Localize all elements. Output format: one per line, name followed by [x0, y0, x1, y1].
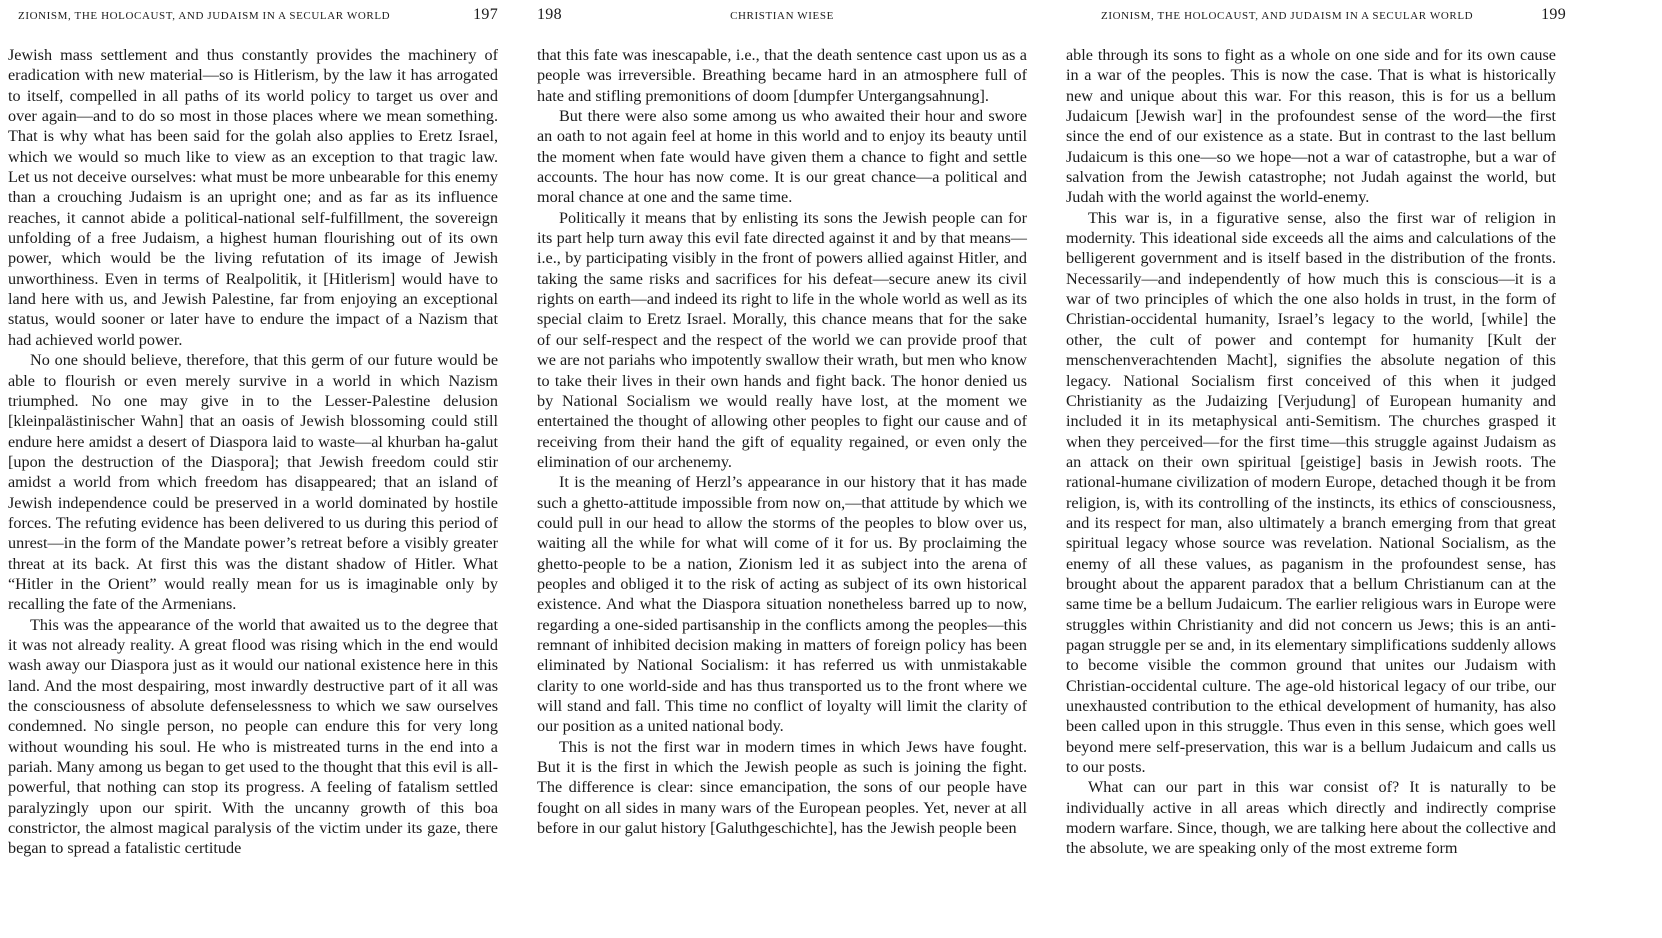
paragraph: This was the appearance of the world that awaited us to the degree that it was not already reality. A great flood was rising which in the end would wash away our Diaspora just as it would our national existence here in this land. And the most despairing, most inwardly destructive part of it all was the consciousness of absolute defenselessness to which we saw ourselves condemned. No single person, no people can endure this for very long without wounding his soul. He who is mistreated turns in the end into a pariah. Many among us began to get used to the thought that this evil is all-powerful, that nothing can stop its progress. A feeling of fatalism settled paralyzingly upon our spirit. With the uncanny growth of this boa constrictor, the almost magical paralysis of the victim under its gaze, there began to spread a fatalistic certitude	[8, 615, 498, 858]
paragraph: It is the meaning of Herzl’s appearance in our history that it has made such a ghetto-attitude impossible from now on,—that attitude by which we could pull in our head to allow the storms of the peoples to blow over us, waiting all the while for what will come of it for us. By proclaiming the ghetto-people to be a nation, Zionism led it as subject into the arena of peoples and obliged it to the risk of acting as subject of its own historical existence. And what the Diaspora situation nonetheless barred up to now, regarding a one-sided partisanship in the conflicts among the peoples—this remnant of inhibited decision making in matters of foreign policy has been eliminated by National Socialism: it has referred us with unmistakable clarity to one world-side and has thus transported us to the front where we will stand and fall. This time no conflict of loyalty will limit the clarity of our position as a united national body.	[537, 473, 1027, 736]
running-head: ZIONISM, THE HOLOCAUST, AND JUDAISM IN A SECULAR WORLD	[18, 10, 391, 22]
page-header	[8, 0, 498, 34]
paragraph: What can our part in this war consist of? It is naturally to be individually active in all areas which directly and indirectly comprise modern warfare. Since, though, we are talking here about the collective and the absolute, we are speaking only of the most extreme form	[1066, 778, 1556, 858]
paragraph: that this fate was inescapable, i.e., that the death sentence cast upon us as a people was irreversible. Breathing became hard in an atmosphere full of hate and stifling premonitions of doom [dumpfer Untergangsahnung].	[537, 46, 1027, 105]
page-header	[537, 0, 1027, 34]
page-body	[1066, 45, 1556, 859]
page-body	[537, 45, 1027, 838]
paragraph: This war is, in a figurative sense, also the first war of religion in modernity. This ideational side exceeds all the aims and calculations of the belligerent government and is itself based in the distribution of the fronts. Necessarily—and independently of how much this is conscious—it is a war of two principles of which the one also holds in trust, in the form of Christian-occidental humanity, Israel’s legacy to the world, [while] the other, the cult of power and contempt for humanity [Kult der menschenverachtenden Macht], signifies the absolute negation of this legacy. National Socialism first conceived of this when it judged Christianity as the Judaizing [Verjudung] of European humanity and included it in its metaphysical anti-Semitism. The churches grasped it when they perceived—for the first time—this struggle against Judaism as an attack on their own spiritual [geistige] basis in Jewish roots. The rational-humane civilization of modern Europe, detached though it be from religion, is, with its controlling of the instincts, its ethics of consciousness, and its respect for man, also ultimately a branch emerging from that great spiritual legacy whose source was revelation. National Socialism, as the enemy of all these values, as paganism in the profoundest sense, has brought about the apparent paradox that a bellum Christianum can at the same time be a bellum Judaicum. The earlier religious wars in Europe were struggles within Christianity and did not concern us Jews; this is an anti-pagan struggle per se and, in its elementary simplifications suddenly allows to become visible the common ground that unites our Judaism with Christian-occidental culture. The age-old historical legacy of our tribe, our unexhausted contribution to the ethical development of humanity, has also been called upon in this struggle. Thus even in this sense, which goes well beyond mere self-preservation, this war is a bellum Judaicum and calls us to our posts.	[1066, 208, 1556, 777]
page-number: 198	[537, 6, 562, 23]
page-number: 199	[1541, 6, 1566, 23]
page-197	[8, 0, 498, 938]
page-header	[1066, 0, 1566, 34]
page-number: 197	[473, 6, 498, 23]
paragraph: No one should believe, therefore, that this germ of our future would be able to flourish or even merely survive in a world in which Nazism triumphed. No one may give in to the Lesser-Palestine delusion [kleinpalästinischer Wahn] that an oasis of Jewish blossoming could still endure here amidst a desert of Diaspora laid to waste—al khurban ha-galut [upon the destruction of the Diaspora]; that Jewish freedom could stir amidst a world from which freedom has disappeared; that an island of Jewish independence could be preserved in a world dominated by hostile forces. The refuting evidence has been delivered to us during this period of unrest—in the form of the Mandate power’s retreat before a visibly greater threat at its back. At first this was the distant shadow of Hitler. What “Hitler in the Orient” would really mean for us is imaginable only by recalling the fate of the Armenians.	[8, 351, 498, 614]
page-199	[1066, 0, 1566, 938]
page-198	[537, 0, 1027, 938]
paragraph: Politically it means that by enlisting its sons the Jewish people can for its part help turn away this evil fate directed against it and by that means—i.e., by participating visibly in the front of powers allied against Hitler, and taking the same risks and sacrifices for his defeat—secure anew its civil rights on earth—and indeed its right to life in the whole world as well as its special claim to Eretz Israel. Morally, this chance means that for the sake of our self-respect and the respect of the world we can provide proof that we are not pariahs who impotently swallow their wrath, but men who know to take their lives in their own hands and fight back. The honor denied us by National Socialism we would really have lost, at the moment we entertained the thought of allowing other peoples to fight our cause and of receiving from their hand the gift of equality regained, or even only the elimination of our archenemy.	[537, 208, 1027, 471]
running-head: CHRISTIAN WIESE	[730, 10, 834, 22]
running-head: ZIONISM, THE HOLOCAUST, AND JUDAISM IN A SECULAR WORLD	[1101, 10, 1474, 22]
paragraph: able through its sons to fight as a whole on one side and for its own cause in a war of the peoples. This is now the case. That is what is historically new and unique about this war. For this reason, this is for us a bellum Judaicum [Jewish war] in the profoundest sense of the word—the first since the end of our existence as a state. But in contrast to the last bellum Judaicum is this one—so we hope—not a war of catastrophe, but a war of salvation from the Jewish catastrophe; not Judah against the world, but Judah with the world against the world-enemy.	[1066, 46, 1556, 207]
page-body	[8, 45, 498, 859]
paragraph: But there were also some among us who awaited their hour and swore an oath to not again feel at home in this world and to enjoy its beauty until the moment when fate would have given them a chance to fight and settle accounts. The hour has now come. It is our great chance—a political and moral chance at one and the same time.	[537, 107, 1027, 207]
paragraph: Jewish mass settlement and thus constantly provides the machinery of eradication with new material—so is Hitlerism, by the law it has arrogated to itself, compelled in all paths of its world policy to target us over and over again—and to do so most in those places where we mean something. That is why what has been said for the golah also applies to Eretz Israel, which we would so much like to view as an exception to that tragic law. Let us not deceive ourselves: what must be more unbearable for this enemy than a crouching Judaism is an upright one; and as far as its influence reaches, it cannot abide a political-national self-fulfillment, the sovereign unfolding of a free Judaism, a highest human flourishing out of its own power, which would be the living refutation of its image of Jewish unworthiness. Even in terms of Realpolitik, it [Hitlerism] would have to land here with us, and Jewish Palestine, far from enjoying an exceptional status, would sooner or later have to endure the impact of a Nazism that had achieved world power.	[8, 46, 498, 349]
paragraph: This is not the first war in modern times in which Jews have fought. But it is the first in which the Jewish people as such is joining the fight. The difference is clear: since emancipation, the sons of our people have fought on all sides in many wars of the European peoples. Yet, never at all before in our galut history [Galuthgeschichte], has the Jewish people been	[537, 737, 1027, 838]
